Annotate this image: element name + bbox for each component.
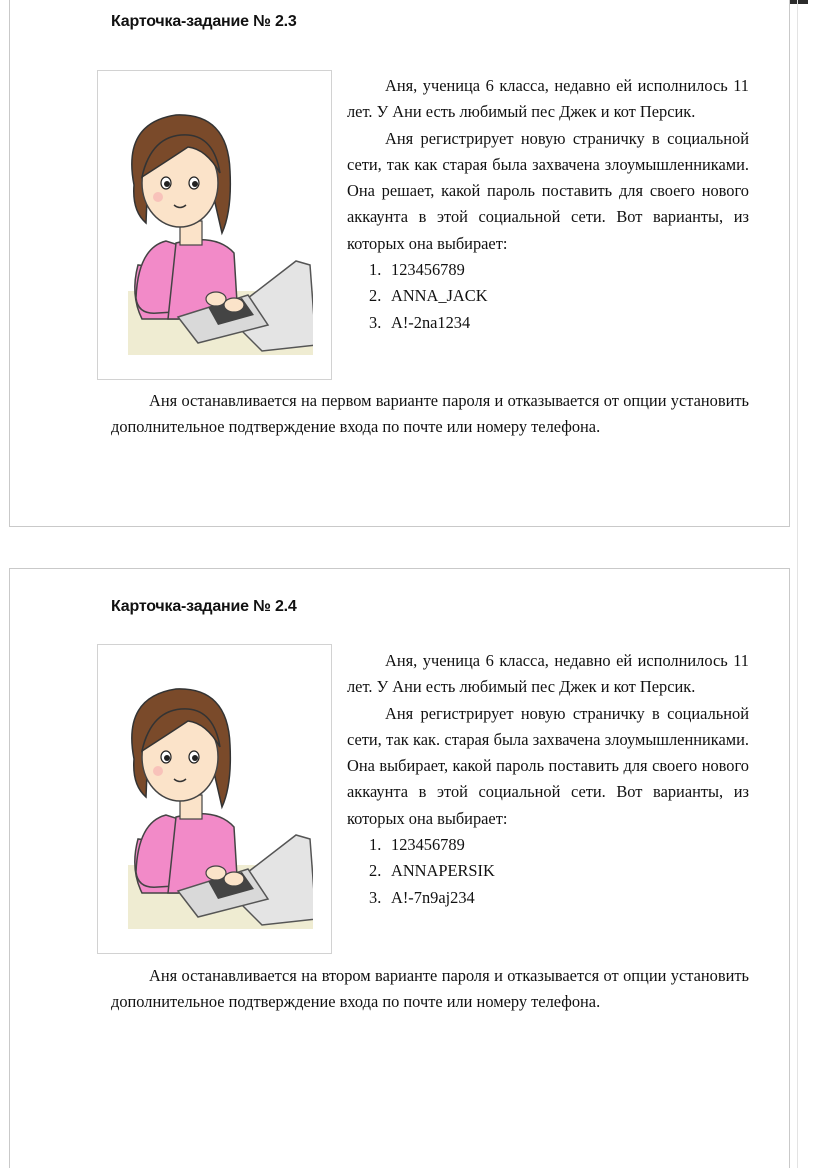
intro-paragraph: Аня, ученица 6 класса, недавно ей исполнилось 11 лет. У Ани есть любимый пес Джек и кот Персик. [347,651,749,697]
password-option: 3. A!-7n9aj234 [369,887,475,907]
registration-paragraph: Аня регистрирует новую страничку в социальной сети, так как старая была захвачена злоумышленниками. Она решает, какой пароль поставить для своего нового аккаунта в этой социальной сети. Вот варианты, из которых она выбирает: [347,128,749,253]
story-text [347,73,749,336]
password-option: 3. A!-2na1234 [369,312,471,332]
illustration-frame [97,644,332,954]
story-text [347,648,749,911]
conclusion-paragraph: Аня останавливается на первом варианте пароля и отказывается от опции установить дополнительное подтверждение входа по почте или номеру телефона. [111,391,749,437]
page-right-edge [797,0,798,1168]
card-title: Карточка-задание № 2.3 [111,13,297,30]
password-option: 2. ANNAPERSIK [369,861,495,881]
girl-with-laptop-icon [118,667,313,929]
card-title: Карточка-задание № 2.4 [111,598,297,615]
girl-with-laptop-icon [118,93,313,355]
password-option: 1. 123456789 [369,260,465,280]
conclusion-paragraph: Аня останавливается на втором варианте пароля и отказывается от опции установить дополнительное подтверждение входа по почте или номеру телефона. [111,966,749,1012]
password-option: 1. 123456789 [369,835,465,855]
password-options-list [347,832,749,911]
registration-paragraph: Аня регистрирует новую страничку в социальной сети, так как. старая была захвачена злоумышленниками. Она выбирает, какой пароль поставить для своего нового аккаунта в этой социальной сети. Вот варианты, из которых она выбирает: [347,703,749,828]
password-options-list [347,257,749,336]
illustration-frame [97,70,332,380]
password-option: 2. ANNA_JACK [369,286,488,306]
task-card-2-4 [9,568,790,1168]
task-card-2-3 [9,0,790,527]
intro-paragraph: Аня, ученица 6 класса, недавно ей исполнилось 11 лет. У Ани есть любимый пес Джек и кот Персик. [347,76,749,122]
